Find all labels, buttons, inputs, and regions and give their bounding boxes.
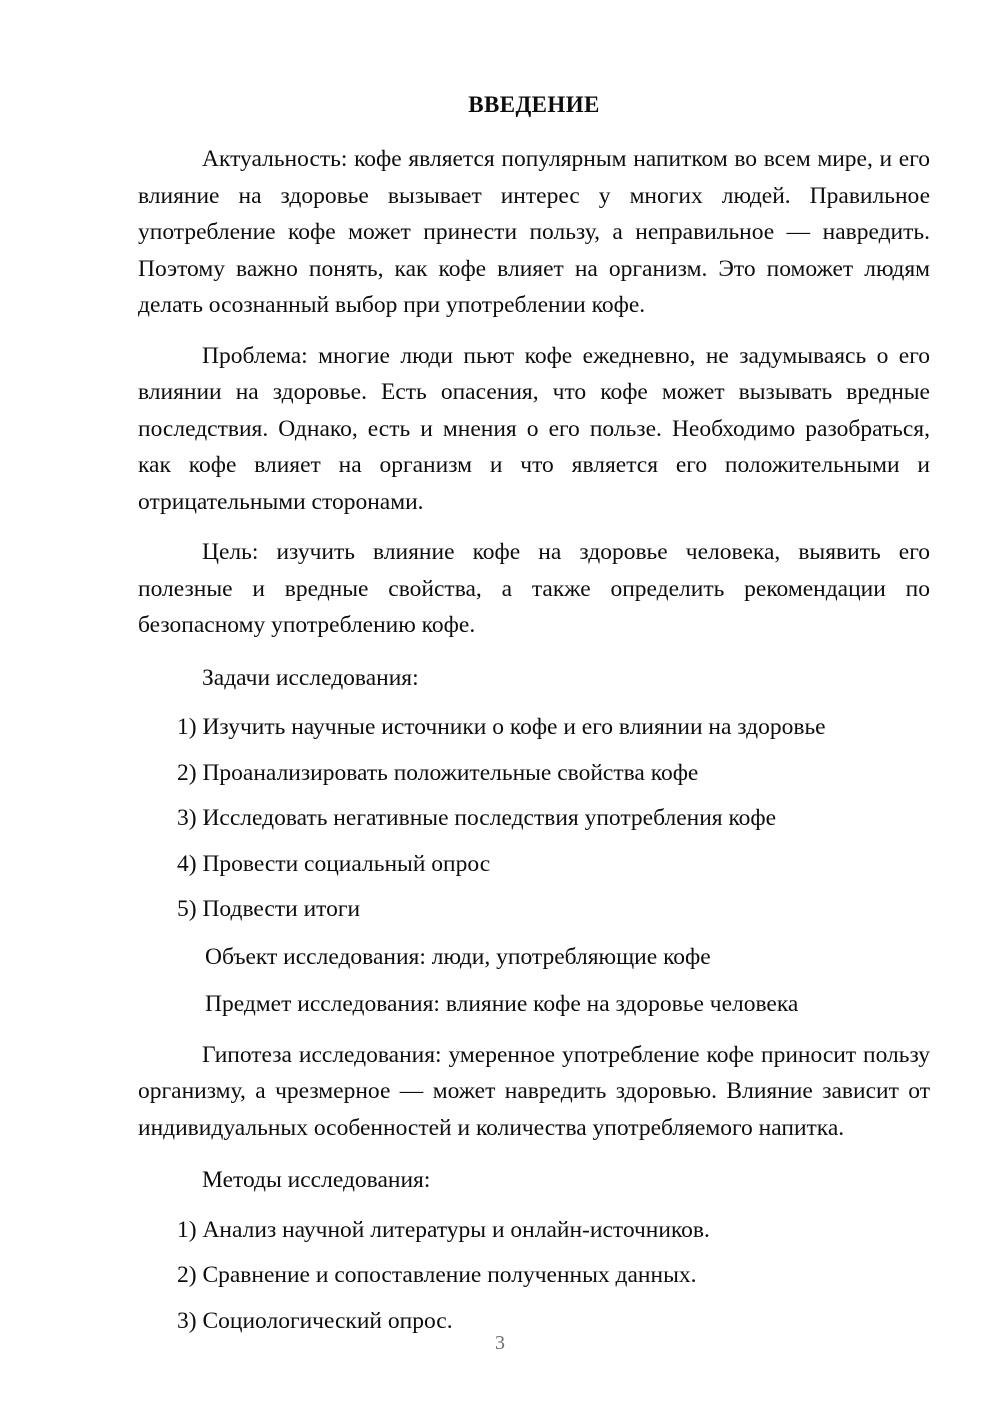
- task-item-4: 4) Провести социальный опрос: [177, 850, 491, 877]
- paragraph-relevance: Актуальность: кофе является популярным напитком во всем мире, и его влияние на здоровье вызывает интерес у многих людей. Правильное употребление кофе может принести пользу, а неправильное — навредить. Поэтому важно понять, как кофе влияет на организм. Это поможет людям делать осознанный выбор при употреблении кофе.: [138, 146, 930, 318]
- task-item-2: 2) Проанализировать положительные свойства кофе: [177, 759, 699, 786]
- tasks-heading: Задачи исследования:: [202, 664, 419, 691]
- task-item-5: 5) Подвести итоги: [177, 896, 361, 922]
- task-item-3: 3) Исследовать негативные последствия употребления кофе: [177, 805, 777, 831]
- task-item-1: 1) Изучить научные источники о кофе и его влиянии на здоровье: [177, 714, 826, 740]
- subject-of-study-line: Предмет исследования: влияние кофе на здоровье человека: [205, 991, 799, 1017]
- paragraph-goal: Цель: изучить влияние кофе на здоровье человека, выявить его полезные и вредные свойства, а также определить рекомендации по безопасному употреблению кофе.: [138, 539, 930, 638]
- page-content: [138, 0, 930, 1339]
- method-item-2: 2) Сравнение и сопоставление полученных данных.: [177, 1262, 697, 1288]
- paragraph-problem: Проблема: многие люди пьют кофе ежедневно, не задумываясь о его влиянии на здоровье. Есть опасения, что кофе может вызывать вредные последствия. Однако, есть и мнения о его пользе. Необходимо разобраться, как кофе влияет на организм и что является его положительными и отрицательными сторонами.: [138, 342, 930, 515]
- methods-heading: Методы исследования:: [202, 1167, 431, 1193]
- paragraph-hypothesis: Гипотеза исследования: умеренное употребление кофе приносит пользу организму, а чрезмерное — может навредить здоровью. Влияние зависит от индивидуальных особенностей и количества употребляемого напитка.: [138, 1041, 930, 1141]
- object-of-study-line: Объект исследования: люди, употребляющие кофе: [205, 943, 711, 970]
- method-item-1: 1) Анализ научной литературы и онлайн-источников.: [177, 1216, 710, 1243]
- page-title: ВВЕДЕНИЕ: [468, 92, 600, 117]
- page-number: 3: [495, 1332, 505, 1354]
- method-item-3: 3) Социологический опрос.: [177, 1307, 453, 1334]
